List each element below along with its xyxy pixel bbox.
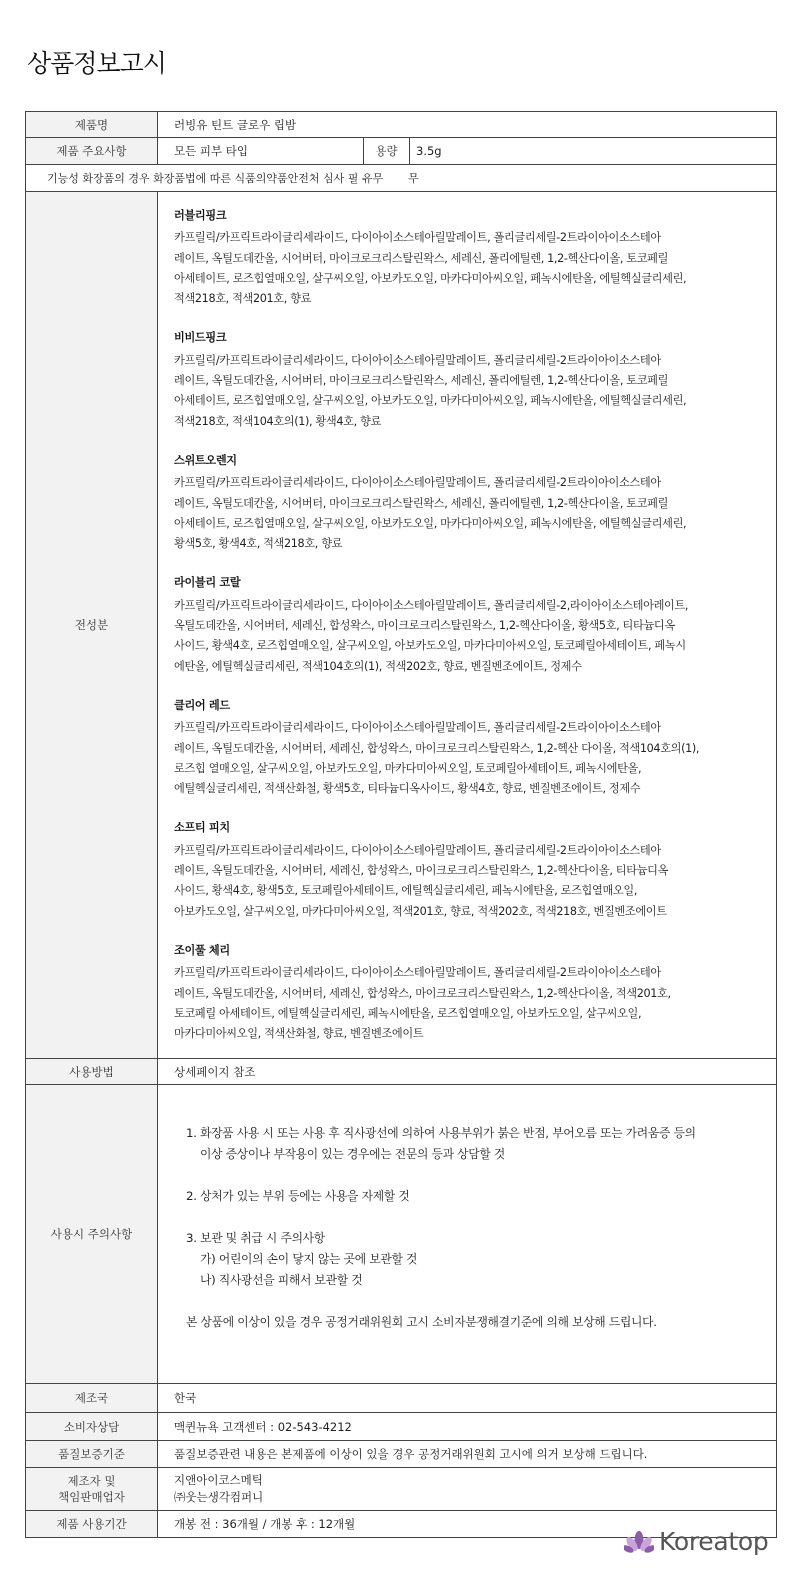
ingredient-line: 사이드, 황색4호, 로즈힙열매오일, 살구씨오일, 아보카도오일, 마카다미아씨오일, 토코페릴아세테이트, 페녹시 <box>174 639 686 653</box>
label-consumer: 소비자상담 <box>26 1413 158 1441</box>
row-origin <box>26 1384 777 1413</box>
label-usage: 사용방법 <box>26 1059 158 1085</box>
ingredient-line: 옥틸도데칸올, 시어버터, 세레신, 합성왁스, 마이크로크리스탈린왁스, 1,2-헥산다이올, 황색5호, 티타늄디옥 <box>174 619 675 633</box>
ingredient-line: 카프릴릭/카프릭트라이글리세라이드, 다이아이소스테아릴말레이트, 폴리글리세릴-2트라이아이소스테아 <box>174 353 661 367</box>
label-maker: 제조자 및 책임판매업자 <box>26 1468 158 1511</box>
row-quality <box>26 1441 777 1468</box>
value-quality: 품질보증관련 내용은 본제품에 이상이 있을 경우 공정거래위원회 고시에 의거 보상해 드립니다. <box>158 1441 777 1468</box>
ingredient-line: 아세테이트, 로즈힙열매오일, 살구씨오일, 아보카도오일, 마카다미아씨오일, 페녹시에탄올, 에틸헥실글리세린, <box>174 394 687 408</box>
row-consumer <box>26 1413 777 1441</box>
ingredient-group-name: 비비드핑크 <box>174 331 227 345</box>
value-origin: 한국 <box>158 1384 777 1413</box>
ingredient-group <box>174 941 766 1044</box>
ingredient-group <box>174 328 766 431</box>
ingredient-line: 레이트, 옥틸도데칸올, 시어버터, 마이크로크리스탈린왁스, 세레신, 폴리에틸렌, 1,2-헥산다이올, 토코페릴 <box>174 251 669 265</box>
ingredient-group-name: 조이풀 체리 <box>174 943 230 957</box>
product-info-table <box>25 111 777 1538</box>
brand-logo <box>624 1527 768 1556</box>
ingredient-line: 카프릴릭/카프릭트라이글리세라이드, 다이아이소스테아릴말레이트, 폴리글리세릴-2트라이아이소스테아 <box>174 231 661 245</box>
ingredient-group <box>174 818 766 921</box>
ingredient-line: 황색5호, 황색4호, 적색218호, 향료 <box>174 537 343 551</box>
caution-item-1: 1. 화장품 사용 시 또는 사용 후 직사광선에 의하여 사용부위가 붉은 반점, 부어오름 또는 가려움증 등의 이상 증상이나 부작용이 있는 경우에는 전문의 등과 상담할 것 <box>186 1126 696 1162</box>
ingredient-line: 아세테이트, 로즈힙열매오일, 살구씨오일, 아보카도오일, 마카다미아씨오일, 페녹시에탄올, 에틸헥실글리세린, <box>174 271 687 285</box>
value-period: 개봉 전 : 36개월 / 개봉 후 : 12개월 <box>158 1511 777 1538</box>
page-title: 상품정보고시 <box>27 49 166 78</box>
ingredient-line: 레이트, 옥틸도데칸올, 시어버터, 마이크로크리스탈린왁스, 세레신, 폴리에틸렌, 1,2-헥산다이올, 토코페릴 <box>174 374 669 388</box>
label-ingredients: 전성분 <box>26 192 158 1059</box>
ingredient-group-name: 클리어 레드 <box>174 698 230 712</box>
value-consumer: 맥퀸뉴욕 고객센터 : 02-543-4212 <box>158 1413 777 1441</box>
label-quality: 품질보증기준 <box>26 1441 158 1468</box>
ingredient-line: 에탄올, 에틸헥실글리세린, 적색104호의(1), 적색202호, 향료, 벤질벤조에이트, 정제수 <box>174 659 582 673</box>
compensation-notice: 본 상품에 이상이 있을 경우 공정거래위원회 고시 소비자분쟁해결기준에 의해 보상해 드립니다. <box>186 1315 657 1330</box>
row-maker <box>26 1468 777 1511</box>
ingredients-content <box>158 192 777 1059</box>
ingredient-line: 아보카도오일, 살구씨오일, 마카다미아씨오일, 적색201호, 향료, 적색202호, 적색218호, 벤질벤조에이트 <box>174 904 667 918</box>
ingredient-line: 카프릴릭/카프릭트라이글리세라이드, 다이아이소스테아릴말레이트, 폴리글리세릴-2,라이아이소스테아레이트, <box>174 598 689 612</box>
caution-item-3: 3. 보관 및 취급 시 주의사항 가) 어린이의 손이 닿지 않는 곳에 보관할 것 나) 직사광선을 피해서 보관할 것 <box>186 1231 418 1288</box>
row-product-name <box>26 112 777 138</box>
ingredient-line: 레이트, 옥틸도데칸올, 시어버터, 세레신, 합성왁스, 마이크로크리스탈린왁스, 1,2-헥산다이올, 티타늄디옥 <box>174 864 669 878</box>
ingredient-line: 레이트, 옥틸도데칸올, 시어버터, 마이크로크리스탈린왁스, 세레신, 폴리에틸렌, 1,2-헥산다이올, 토코페릴 <box>174 496 669 510</box>
ingredient-line: 카프릴릭/카프릭트라이글리세라이드, 다이아이소스테아릴말레이트, 폴리글리세릴-2트라이아이소스테아 <box>174 966 661 980</box>
caution-item-2: 2. 상처가 있는 부위 등에는 사용을 자제할 것 <box>186 1189 410 1204</box>
label-volume: 용량 <box>364 138 410 165</box>
value-product-name: 러빙유 틴트 글로우 립밤 <box>158 112 777 138</box>
ingredient-line: 아세테이트, 로즈힙열매오일, 살구씨오일, 아보카도오일, 마카다미아씨오일, 페녹시에탄올, 에틸헥실글리세린, <box>174 516 687 530</box>
ingredient-line: 적색218호, 적색104호의(1), 황색4호, 향료 <box>174 414 381 428</box>
label-product-name: 제품명 <box>26 112 158 138</box>
ingredient-line: 토코페릴 아세테이트, 에틸헥실글리세린, 페녹시에탄올, 로즈힙열매오일, 아보카도오일, 살구씨오일, <box>174 1006 642 1020</box>
ingredient-line: 카프릴릭/카프릭트라이글리세라이드, 다이아이소스테아릴말레이트, 폴리글리세릴-2트라이아이소스테아 <box>174 476 661 490</box>
value-volume: 3.5g <box>410 138 777 165</box>
lotus-icon <box>624 1528 654 1556</box>
ingredient-group <box>174 206 766 309</box>
label-period: 제품 사용기간 <box>26 1511 158 1538</box>
functional-question: 기능성 화장품의 경우 화장품법에 따른 식품의약품안전처 심사 필 유무 <box>47 172 384 185</box>
ingredient-line: 레이트, 옥틸도데칸올, 시어버터, 세레신, 합성왁스, 마이크로크리스탈린왁스, 1,2-헥산다이올, 적색201호, <box>174 986 671 1000</box>
ingredient-group-name: 러블리핑크 <box>174 209 227 222</box>
row-usage <box>26 1059 777 1085</box>
ingredient-line: 에틸헥실글리세린, 적색산화철, 황색5호, 티타늄디옥사이드, 황색4호, 향료, 벤질벤조에이트, 정제수 <box>174 782 641 796</box>
value-main-specs: 모든 피부 타입 <box>158 138 364 165</box>
ingredient-group-name: 스위트오렌지 <box>174 453 237 467</box>
ingredient-line: 로즈힙 열매오일, 살구씨오일, 아보카도오일, 마카다미아씨오일, 토코페릴아세테이트, 페녹시에탄올, <box>174 761 642 775</box>
ingredient-line: 사이드, 황색4호, 황색5호, 토코페릴아세테이트, 에틸헥실글리세린, 페녹시에탄올, 로즈힙열매오일, <box>174 884 638 898</box>
label-origin: 제조국 <box>26 1384 158 1413</box>
value-maker: 지앤아이코스메틱 ㈜웃는생각컴퍼니 <box>158 1468 777 1511</box>
label-caution: 사용시 주의사항 <box>26 1085 158 1384</box>
row-caution <box>26 1085 777 1384</box>
value-usage: 상세페이지 참조 <box>158 1059 777 1085</box>
ingredient-line: 레이트, 옥틸도데칸올, 시어버터, 세레신, 합성왁스, 마이크로크리스탈린왁스, 1,2-헥산 다이올, 적색104호의(1), <box>174 741 700 755</box>
ingredient-group-name: 라이블리 코랄 <box>174 576 241 590</box>
functional-answer: 무 <box>408 172 419 185</box>
row-main-specs <box>26 138 777 165</box>
ingredient-line: 카프릴릭/카프릭트라이글리세라이드, 다이아이소스테아릴말레이트, 폴리글리세릴-2트라이아이소스테아 <box>174 843 661 857</box>
ingredient-line: 적색218호, 적색201호, 향료 <box>174 292 312 306</box>
ingredient-group <box>174 696 766 799</box>
row-functional <box>26 165 777 192</box>
ingredient-group <box>174 573 766 676</box>
label-main-specs: 제품 주요사항 <box>26 138 158 165</box>
row-ingredients <box>26 192 777 1059</box>
ingredient-group-name: 소프티 피치 <box>174 821 230 835</box>
ingredient-group <box>174 451 766 554</box>
ingredient-line: 마카다미아씨오일, 적색산화철, 향료, 벤질벤조에이트 <box>174 1027 424 1041</box>
brand-name: Koreatop <box>659 1527 769 1556</box>
caution-content <box>158 1085 777 1384</box>
ingredient-line: 카프릴릭/카프릭트라이글리세라이드, 다이아이소스테아릴말레이트, 폴리글리세릴-2트라이아이소스테아 <box>174 721 661 735</box>
